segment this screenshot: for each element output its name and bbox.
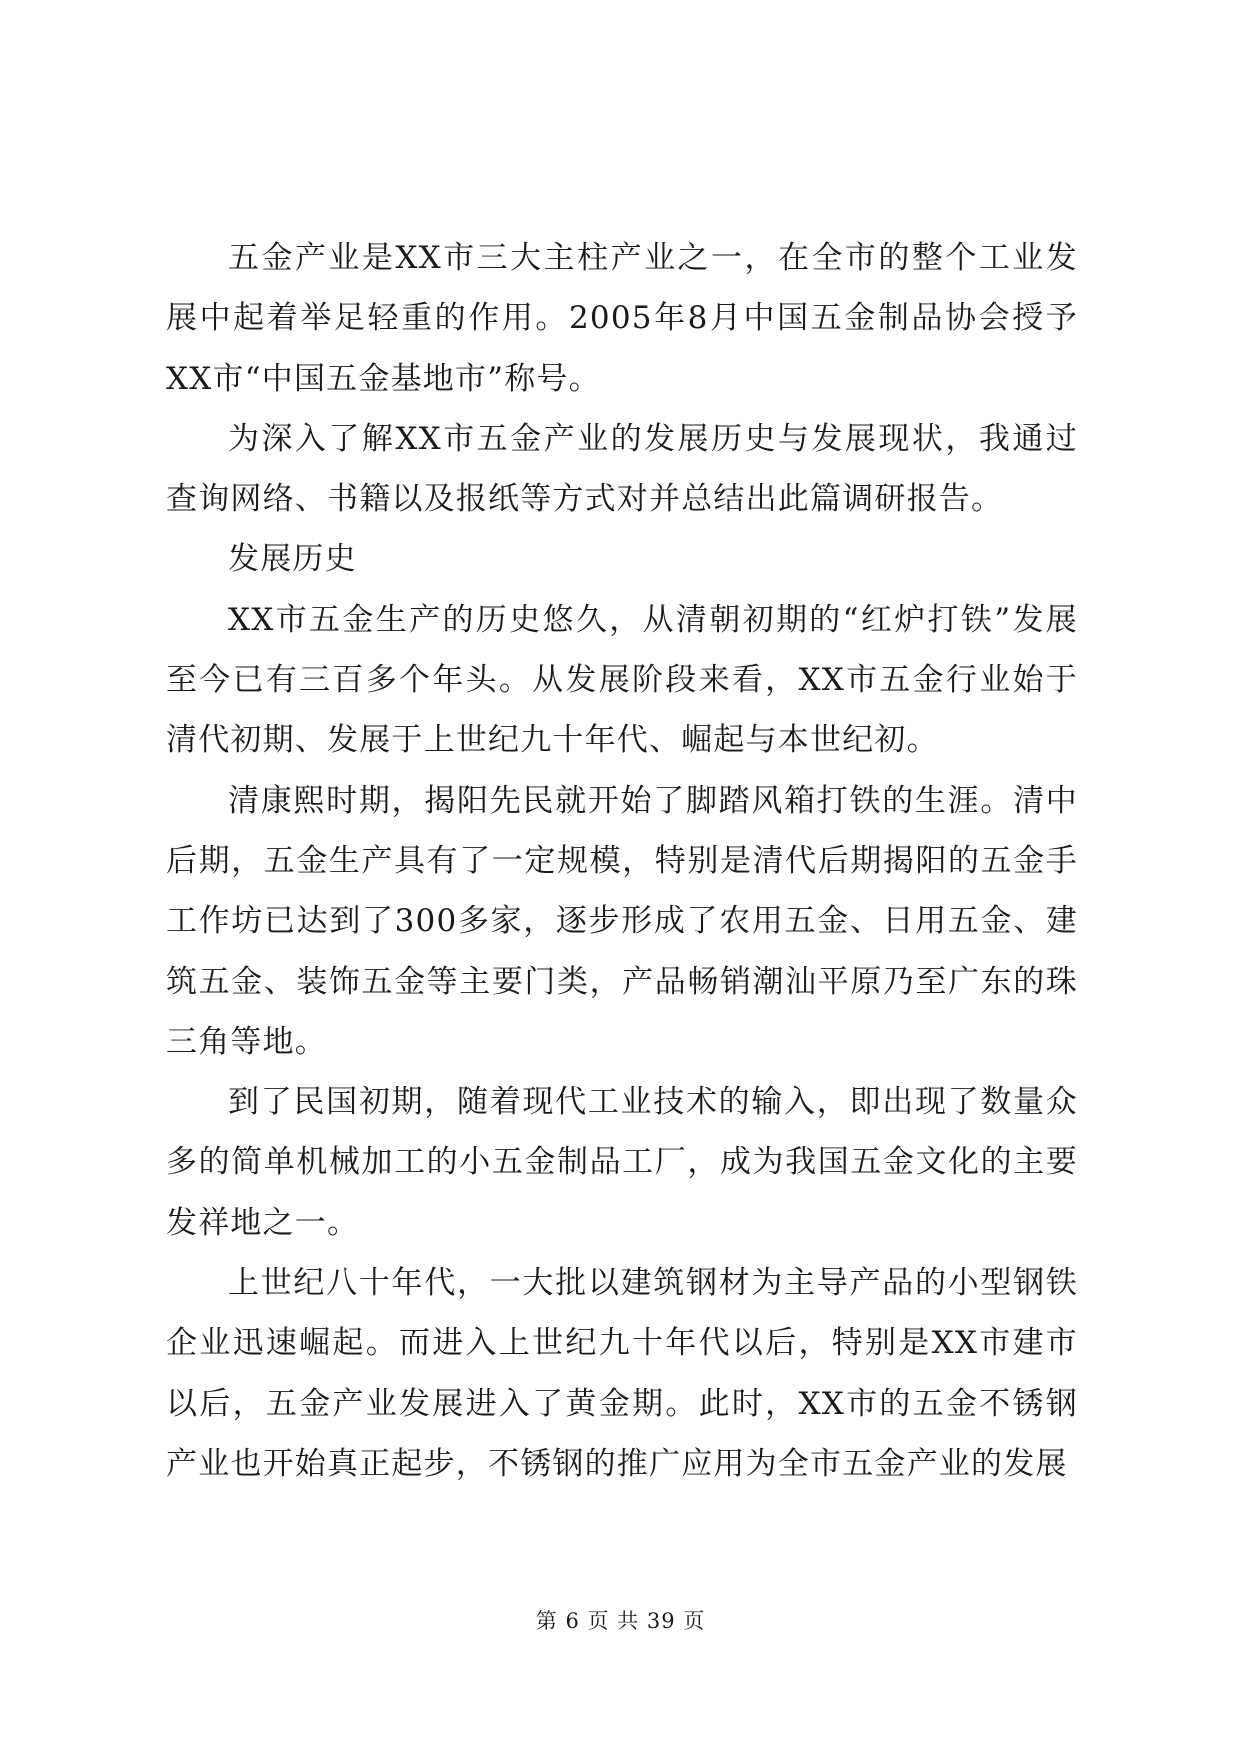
paragraph-qing-dynasty: 清康熙时期，揭阳先民就开始了脚踏风箱打铁的生涯。清中后期，五金生产具有了一定规模，特别是清代后期揭阳的五金手工作坊已达到了300多家，逐步形成了农用五金、日用五金、建筑五金、装饰五金等主要门类，产品畅销潮汕平原乃至广东的珠三角等地。 xyxy=(166,782,1078,1060)
paragraph-republic-era: 到了民国初期，随着现代工业技术的输入，即出现了数量众多的简单机械加工的小五金制品工厂，成为我国五金文化的主要发祥地之一。 xyxy=(166,1084,1078,1241)
paragraph-modern-era: 上世纪八十年代，一大批以建筑钢材为主导产品的小型钢铁企业迅速崛起。而进入上世纪九十年代以后，特别是XX市建市以后，五金产业发展进入了黄金期。此时，XX市的五金不锈钢产业也开始真正起步，不锈钢的推广应用为全市五金产业的发展 xyxy=(166,1265,1078,1482)
paragraph-history-overview: XX市五金生产的历史悠久，从清朝初期的“红炉打铁”发展至今已有三百多个年头。从发展阶段来看，XX市五金行业始于清代初期、发展于上世纪九十年代、崛起与本世纪初。 xyxy=(166,601,1078,759)
paragraph-purpose: 为深入了解XX市五金产业的发展历史与发展现状，我通过查询网络、书籍以及报纸等方式对并总结出此篇调研报告。 xyxy=(166,420,1078,518)
paragraph-intro: 五金产业是XX市三大主柱产业之一，在全市的整个工业发展中起着举足轻重的作用。2005年8月中国五金制品协会授予XX市“中国五金基地市”称号。 xyxy=(166,240,1078,397)
body-text xyxy=(166,228,1078,1494)
page-footer: 第 6 页 共 39 页 xyxy=(535,1609,706,1633)
section-heading-history: 发展历史 xyxy=(228,541,357,578)
